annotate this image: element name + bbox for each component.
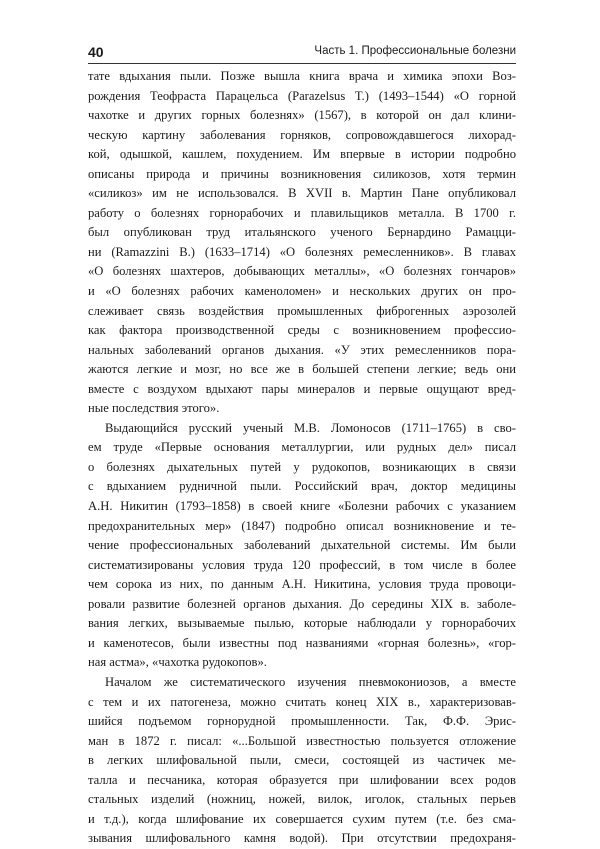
text-line: ная астма», «чахотка рудокопов».: [88, 655, 267, 670]
text-line: чахотке и других горных болезнях» (1567), в которой он дал клини-: [88, 108, 516, 123]
text-line: с вдыханием рудничной пыли. Российский врач, доктор медицины: [88, 479, 516, 494]
page-number: 40: [88, 44, 104, 60]
text-line: жаются легкие и мозг, но все же в большей степени легкие; ведь они: [88, 362, 516, 377]
text-line: ни (Ramazzini B.) (1633–1714) «О болезнях ремесленников». В главах: [88, 244, 516, 259]
text-line: ные последствия этого».: [88, 401, 220, 416]
text-line: о болезнях дыхательных путей у рудокопов, возникающих в связи: [88, 459, 516, 474]
body-text: [88, 67, 516, 849]
text-line: вместе с воздухом вдыхают пары минералов и первые ощущают вред-: [88, 381, 516, 396]
text-line: кой, одышкой, кашлем, похудением. Им впервые в истории подробно: [88, 147, 516, 162]
text-line: чем сорока из них, по данным А.Н. Никитина, условия труда провоци-: [88, 577, 516, 592]
text-line: слеживает связь воздействия промышленных фиброгенных аэрозолей: [88, 303, 516, 318]
text-line: как фактора производственной среды с возникновением профессио-: [88, 323, 516, 338]
page-header: [88, 42, 516, 62]
text-line: был опубликован труд итальянского ученого Бернардино Рамацци-: [88, 225, 516, 240]
running-head: Часть 1. Профессиональные болезни: [314, 45, 516, 57]
header-rule: [88, 63, 516, 64]
text-line: систематизированы условия труда 120 профессий, в том числе в более: [88, 557, 516, 572]
text-line: шийся подъемом горнорудной промышленности. Так, Ф.Ф. Эрис-: [88, 714, 516, 729]
text-line: работу о болезнях горнорабочих и плавильщиков металла. В 1700 г.: [88, 205, 516, 220]
text-line: в легких шлифовальной пыли, смеси, состоящей из частичек ме-: [88, 753, 516, 768]
text-line: «силикоз» им не использовался. В XVII в. Мартин Пане опубликовал: [88, 186, 516, 201]
text-line: рождения Теофраста Парацельса (Parazelsus T.) (1493–1544) «О горной: [88, 88, 516, 103]
text-line: с тем и их патогенеза, можно считать конец XIX в., характеризовав-: [88, 694, 516, 709]
text-line: предохранительных мер» (1847) подробно описал возникновение и те-: [88, 518, 516, 533]
text-line: «О болезнях шахтеров, добывающих металлы», «О болезнях гончаров»: [88, 264, 516, 279]
text-line: описаны природа и причины возникновения силикозов, хотя термин: [88, 166, 516, 181]
text-line: тате вдыхания пыли. Позже вышла книга врача и химика эпохи Воз-: [88, 69, 516, 83]
text-line: стальных изделий (ножниц, ножей, вилок, иголок, стальных перьев: [88, 792, 516, 807]
text-line: и каменотесов, были известны под названиями «горная болезнь», «гор-: [88, 635, 516, 650]
text-line: чение профессиональных заболеваний дыхательной системы. Им были: [88, 538, 516, 553]
text-line: ем труде «Первые основания металлургии, или рудных дел» писал: [88, 440, 516, 455]
text-line: вания легких, вызываемые пылью, которые наблюдали у горнорабочих: [88, 616, 516, 631]
text-line: зывания шлифовального камня водой). При отсутствии предохраня-: [88, 831, 516, 846]
text-line: А.Н. Никитин (1793–1858) в своей книге «Болезни рабочих с указанием: [88, 499, 516, 514]
text-line: Выдающийся русский ученый М.В. Ломоносов (1711–1765) в сво-: [105, 420, 516, 435]
text-line: нальных заболеваний органов дыхания. «У этих ремесленников пора-: [88, 342, 516, 357]
text-line: ман в 1872 г. писал: «...Большой известностью пользуется отложение: [88, 733, 516, 748]
text-line: Началом же систематического изучения пневмокониозов, а вместе: [105, 674, 516, 689]
text-line: и «О болезнях рабочих каменоломен» и нескольких других он про-: [88, 284, 516, 299]
text-line: и т.д.), когда шлифование их совершается сухим путем (т.е. без сма-: [88, 811, 516, 826]
text-line: ческую картину заболевания горняков, сопровождавшегося лихорад-: [88, 127, 516, 142]
text-line: ровали развитие болезней органов дыхания. До середины XIX в. заболе-: [88, 596, 516, 611]
text-line: талла и песчаника, которая образуется при шлифовании всех родов: [88, 772, 516, 787]
